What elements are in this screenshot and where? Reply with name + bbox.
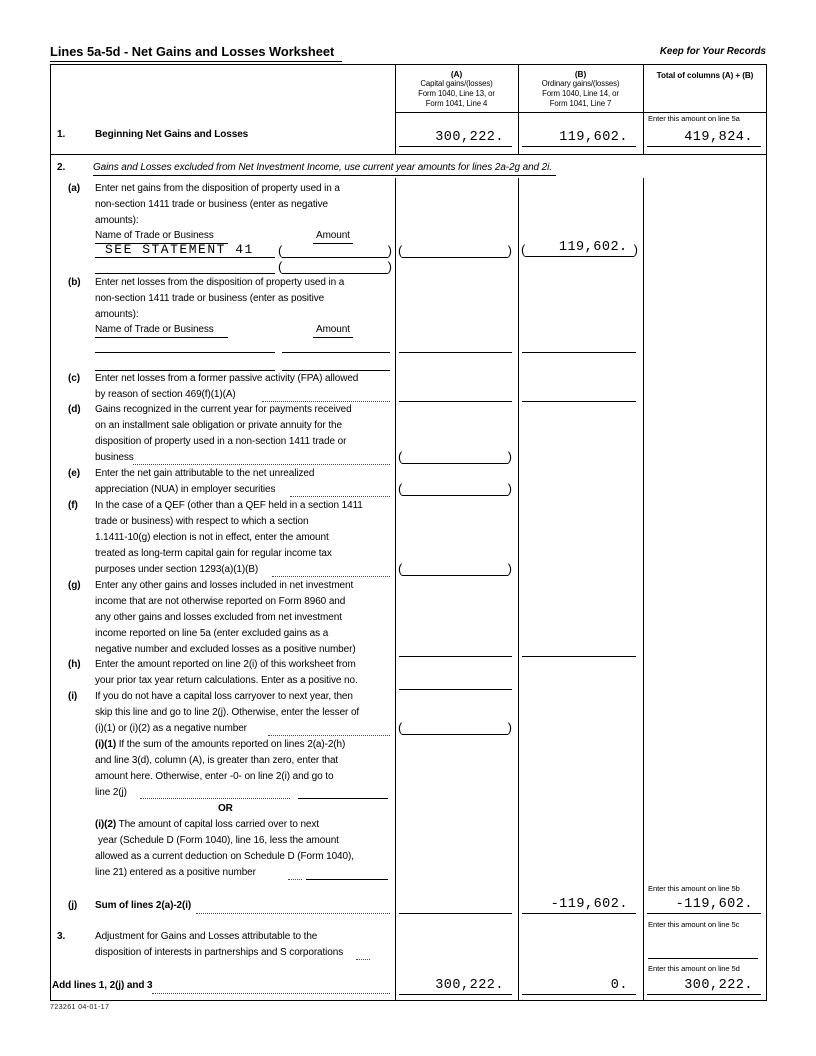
col-total-divider (643, 178, 644, 1000)
line3-total-field (648, 958, 758, 959)
item-j-text: Sum of lines 2(a)-2(i) (95, 900, 192, 911)
addline-col-a-value: 300,222. (399, 977, 512, 995)
item-i-label: (i) (68, 691, 78, 702)
item-e-col-a-field: ( ) (398, 481, 512, 496)
item-b-amount-field (282, 352, 390, 353)
item-b-trade-name-field (95, 352, 275, 353)
item-e-label: (e) (68, 468, 80, 479)
item-i2-leaders (288, 879, 302, 880)
item-a-name-header: Name of Trade or Business (95, 230, 228, 244)
item-f-leaders (272, 576, 390, 577)
line2-number: 2. (57, 162, 66, 173)
item-b-col-a-field (399, 352, 512, 353)
table-row1-separator (50, 154, 767, 155)
item-a-col-a-field: ( ) (398, 243, 512, 258)
line2-heading: Gains and Losses excluded from Net Investment Income, use current year amounts for lines 2a-2g and 2i. (93, 162, 556, 176)
item-b-amount-header: Amount (313, 324, 353, 338)
item-f-col-a-field: ( ) (398, 561, 512, 576)
item-j-col-a-field (399, 913, 512, 914)
item-j-col-b-value: -119,602. (522, 896, 636, 914)
item-i-leaders (268, 735, 390, 736)
item-a-col-b-value: ( 119,602. ) (521, 240, 638, 257)
item-b-name-header: Name of Trade or Business (95, 324, 228, 338)
item-j-label: (j) (68, 900, 78, 911)
table-border-left (50, 64, 51, 1000)
item-i2-line1: (i)(2) The amount of capital loss carried over to next (95, 819, 319, 830)
item-a-amount-field-2: ( ) (278, 259, 392, 274)
item-i1-entry-field (298, 798, 388, 799)
item-b-col-b-field (522, 352, 636, 353)
item-a-label: (a) (68, 183, 80, 194)
item-h-col-a-field (399, 689, 512, 690)
or-separator: OR (218, 803, 233, 814)
item-d-col-a-field: ( ) (398, 449, 512, 464)
col-a-divider (395, 178, 396, 1000)
item-c-col-b-field (522, 401, 636, 402)
item-c-label: (c) (68, 373, 80, 384)
table-border-top (50, 64, 767, 65)
line1-label: Beginning Net Gains and Losses (95, 129, 249, 140)
item-a-amount-field: ( ) (278, 243, 392, 258)
item-j-leaders (196, 913, 390, 914)
column-total-header: Total of columns (A) + (B) (656, 71, 754, 80)
item-c-col-a-field (399, 401, 512, 402)
page-title: Lines 5a-5d - Net Gains and Losses Worksheet (50, 44, 342, 62)
addline-total-value: 300,222. (647, 977, 761, 995)
item-i1-leaders (140, 798, 290, 799)
item-h-label: (h) (68, 659, 81, 670)
line1-number: 1. (57, 129, 66, 140)
line3-leaders (356, 959, 370, 960)
item-a-trade-name-field-2 (95, 273, 275, 274)
item-b-label: (b) (68, 277, 81, 288)
item-i-col-a-field: ( ) (398, 720, 512, 735)
line1-col-a-value: 300,222. (399, 129, 512, 147)
line-5d-note: Enter this amount on line 5d (648, 964, 740, 973)
item-b-amount-field-2 (282, 370, 390, 371)
item-a-trade-name-field: SEE STATEMENT 41 (95, 242, 275, 258)
item-b-trade-name-field-2 (95, 370, 275, 371)
item-g-col-a-field (399, 656, 512, 657)
addline-leaders (152, 993, 390, 994)
table-header-separator (395, 112, 767, 113)
form-footer-code: 723261 04-01-17 (50, 1002, 110, 1011)
line-5c-note: Enter this amount on line 5c (648, 920, 740, 929)
item-g-col-b-field (522, 656, 636, 657)
item-j-total-value: -119,602. (647, 896, 761, 914)
item-e-leaders (290, 496, 390, 497)
item-c-leaders (262, 401, 390, 402)
column-b-header: (B) Ordinary gains/(losses) Form 1040, Line 14, or Form 1041, Line 7 (519, 69, 642, 109)
item-i1-line1: (i)(1) If the sum of the amounts reported on lines 2(a)-2(h) (95, 739, 346, 750)
item-d-label: (d) (68, 404, 81, 415)
item-a-amount-header: Amount (313, 230, 353, 244)
item-j-total-note: Enter this amount on line 5b (648, 884, 740, 893)
column-a-header: (A) Capital gains/(losses) Form 1040, Line 13, or Form 1041, Line 4 (396, 69, 517, 109)
line3-number: 3. (57, 931, 66, 942)
col-b-divider (518, 178, 519, 1000)
table-border-right (766, 64, 767, 1000)
line1-col-b-value: 119,602. (522, 129, 636, 147)
addline-col-b-value: 0. (522, 977, 636, 995)
line1-total-value: 419,824. (647, 129, 761, 147)
item-d-leaders (133, 464, 390, 465)
line1-total-note: Enter this amount on line 5a (648, 114, 740, 123)
worksheet-page: Lines 5a-5d - Net Gains and Losses Worksheet Keep for Your Records (A) Capital gains/(losses) Form 1040, Line 13, or Form 1041, Line 4 (B) Ordinary gains/(losses) Form 1040, Line 14, or Form 1041, Line 7 Total of columns (A) + (B) 1. Beginning Net Gains and Losses 300,222. 119,602. Enter this amount on line 5a 419,824. 2. Gains and Losses excluded from Net Investment Income, use current year amounts for lines 2a-2g and 2i. (a) Enter net gains from the disposition of property used in a non-section 1411 trade or business (enter as negative amounts): Name of Trade or Business Amount SEE STATEMENT 41 ( ) ( ) ( 119,602. ) ( ) (b) Enter net losses from the disposition of property used in a non-section 1411 trade or business (enter as positive amounts): Name of Trade or Business Amount (c) Enter net losses from a former passive activity (FPA) allowed by reason of section 469(f)(1)(A) (d) Gains recognized in the current year for payments received on an installment sale obligation or private annuity for the disposition of property used in a non-section 1411 trade or business ( ) (e) Enter the net gain attributable to the net unrealized appreciation (NUA) in employer securities ( ) (f) In the case of a QEF (other than a QEF held in a section 1411 trade or business) with respect to which a section 1.1411-10(g) election is not in effect, enter the amount treated as long-term capital gain for regular income tax purposes under section 1293(a)(1)(B) ( ) (g) Enter any other gains and losses included in net investment income that are not otherwise reported on Form 8960 and any other gains and losses excluded from net investment income reported on line 5a (enter excluded gains as a negative number and excluded losses as a positive number) (h) Enter the amount reported on line 2(i) of this worksheet from your prior tax year return calculations. Enter as a positive no. (i) If you do not have a capital loss carryover to next year, then skip this line and go to line 2(j). Otherwise, enter the lesser of (i)(1) or (i)(2) as a negative number ( ) (i)(1) If the sum of the amounts reported on lines 2(a)-2(h) and line 3(d), column (A), is greater than zero, enter that amount here. Otherwise, enter -0- on line 2(i) and go to line 2(j) OR (i)(2) The amount of capital loss carried over to next year (Schedule D (Form 1040), line 16, less the amount allowed as a current deduction on Schedule D (Form 1040), line 21) entered as a positive number (j) Sum of lines 2(a)-2(i) -119,602. Enter this amount on line 5b -119,602. Enter this amount on line 5c 3. Adjustment for Gains and Losses attributable to the disposition of interests in partnerships and S corporations Enter this amount on line 5d Add lines 1, 2(j) and 3 300,222. 0. 300,222. 723261 04-01-17 (0, 0, 816, 1056)
addline-label: Add lines 1, 2(j) and 3 (52, 980, 153, 991)
col-a-letter: (A) (450, 69, 463, 79)
table-border-bottom (50, 1000, 767, 1001)
item-g-label: (g) (68, 580, 81, 591)
col-b-letter: (B) (574, 69, 587, 79)
keep-for-records-note: Keep for Your Records (659, 46, 766, 57)
item-i2-entry-field (306, 879, 388, 880)
item-f-label: (f) (68, 500, 78, 511)
